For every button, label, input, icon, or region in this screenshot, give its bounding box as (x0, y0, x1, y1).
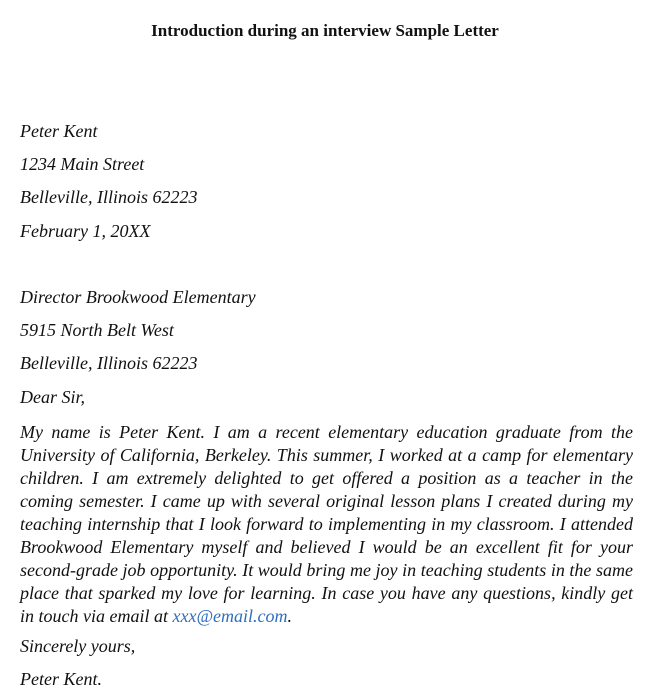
sender-city: Belleville, Illinois 62223 (20, 187, 198, 207)
sender-street: 1234 Main Street (20, 154, 145, 174)
letter-date: February 1, 20XX (20, 221, 151, 241)
signature: Peter Kent. (20, 669, 102, 689)
sender-name: Peter Kent (20, 121, 98, 141)
closing: Sincerely yours, (20, 636, 136, 656)
email-link[interactable]: xxx@email.com (172, 606, 288, 626)
salutation: Dear Sir, (20, 387, 86, 407)
recipient-city: Belleville, Illinois 62223 (20, 353, 198, 373)
letter-body (20, 421, 633, 628)
letter-body-end: . (287, 606, 292, 626)
recipient-street: 5915 North Belt West (20, 320, 174, 340)
recipient-title: Director Brookwood Elementary (20, 287, 256, 307)
letter-body-text: My name is Peter Kent. I am a recent elementary education graduate from the University of California, Berkeley. This summer, I worked at a camp for elementary children. I am extremely delighted to get offered a position as a teacher in the coming semester. I came up with several original lesson plans I created during my teaching internship that I look forward to implementing in my classroom. I attended Brookwood Elementary myself and believed I would be an excellent fit for your second-grade job opportunity. It would bring me joy in teaching students in the same place that sparked my love for learning. In case you have any questions, kindly get in touch via email at (20, 422, 633, 626)
letter-title: Introduction during an interview Sample Letter (151, 21, 499, 40)
